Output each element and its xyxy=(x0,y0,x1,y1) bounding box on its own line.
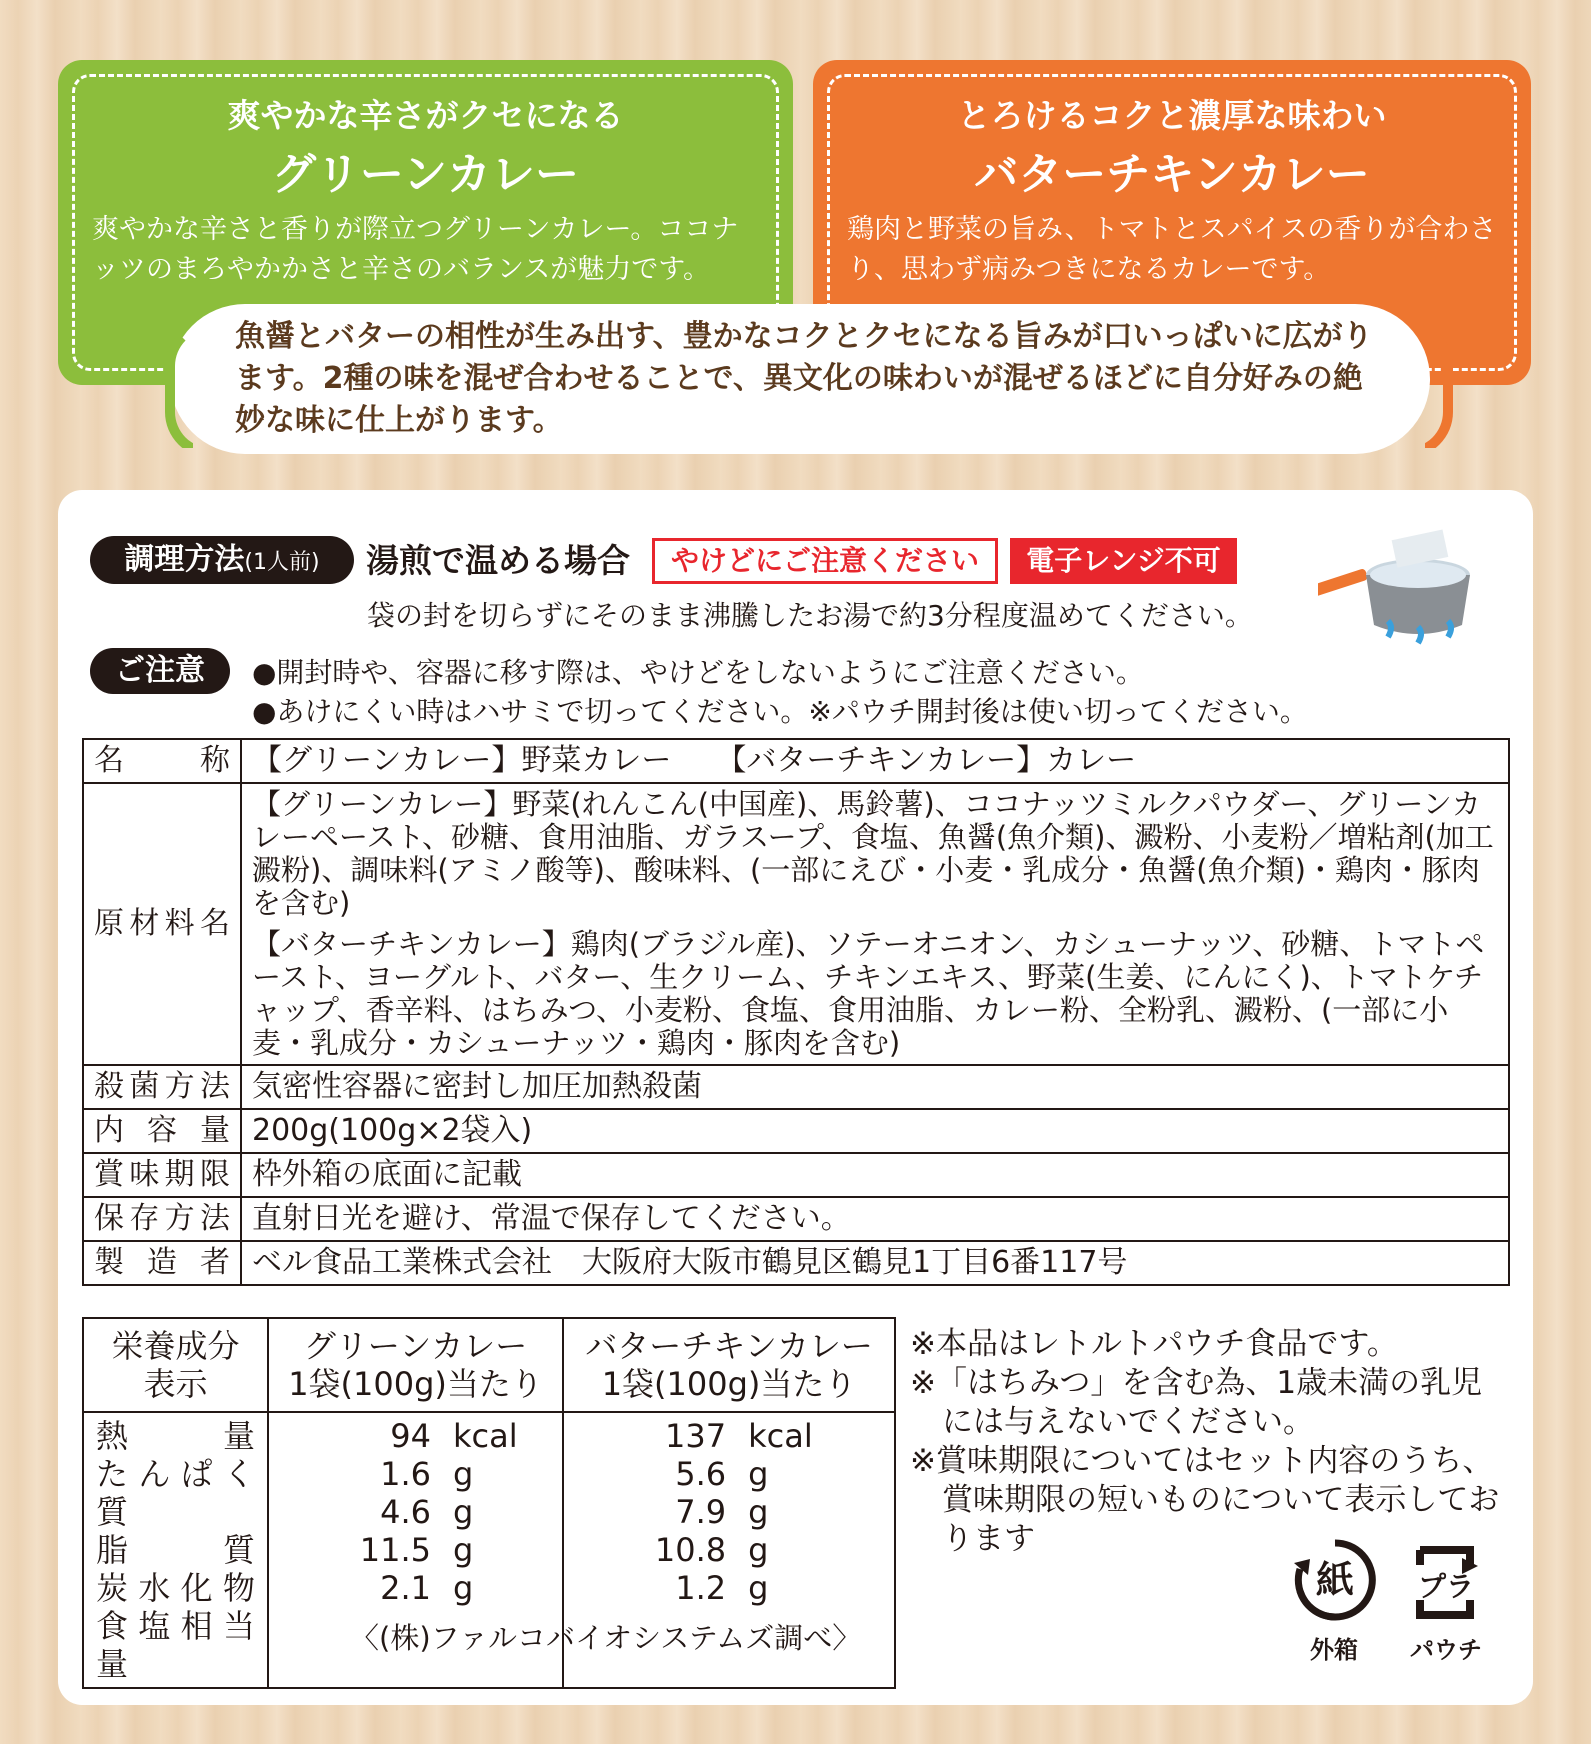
caution-line-1: ●開封時や、容器に移す際は、やけどをしないようにご注意ください。 xyxy=(252,656,1144,689)
butter-chicken-description: 鶏肉と野菜の旨み、トマトとスパイスの香りが合わさり、思わず病みつきになるカレーです。 xyxy=(847,214,1497,285)
butter-carbohydrate-value: 10.8 xyxy=(654,1531,727,1569)
note-item: ※本品はレトルトパウチ食品です。 xyxy=(910,1326,1398,1362)
plastic-recycle-label: パウチ xyxy=(1410,1636,1482,1664)
unit: g xyxy=(748,1455,769,1493)
nutrition-header-label xyxy=(83,1318,268,1412)
paper-mark-text: 紙 xyxy=(1315,1558,1355,1602)
unit: g xyxy=(748,1569,769,1607)
unit: g xyxy=(748,1531,769,1569)
green-energy-value: 94 xyxy=(390,1417,431,1455)
nutrition-header-label-2: 表示 xyxy=(143,1365,208,1403)
green-protein-value: 1.6 xyxy=(380,1455,431,1493)
unit: kcal xyxy=(453,1417,518,1455)
cooking-method-heading: 湯煎で温める場合 xyxy=(366,541,630,580)
content-label: 内容量 xyxy=(83,1109,241,1153)
notes-list xyxy=(910,1325,1510,1559)
caution-line-2: ●あけにくい時はハサミで切ってください。※パウチ開封後は使い切ってください。 xyxy=(252,695,1308,728)
boiling-pot-icon xyxy=(1318,525,1488,650)
maker-value: ベル食品工業株式会社 大阪府大阪市鶴見区鶴見1丁目6番117号 xyxy=(241,1241,1509,1285)
storage-label: 保存方法 xyxy=(83,1197,241,1241)
butter-fat-value: 7.9 xyxy=(675,1493,727,1531)
nutrition-labels xyxy=(83,1412,268,1688)
nutrient-label-fat: 脂質 xyxy=(96,1531,255,1569)
cooking-instruction: 袋の封を切らずにそのまま沸騰したお湯で約3分程度温めてください。 xyxy=(367,599,1253,632)
paper-recycle-icon xyxy=(1290,1535,1380,1625)
unit: g xyxy=(453,1531,474,1569)
paper-recycle-label: 外箱 xyxy=(1310,1636,1358,1664)
butter-energy-value: 137 xyxy=(665,1417,727,1455)
nutrition-header-butter-2: 1袋(100g)当たり xyxy=(601,1365,857,1403)
butter-chicken-title: バターチキンカレー xyxy=(974,149,1370,200)
ingredients-green-curry: 【グリーンカレー】野菜(れんこん(中国産)、馬鈴薯)、ココナッツミルクパウダー、グリーンカレーペースト、砂糖、食用油脂、ガラスープ、食塩、魚醤(魚介類)、澱粉、小麦粉／増粘剤(加工澱粉)、調味料(アミノ酸等)、酸味料、(一部にえび・小麦・乳成分・魚醤(魚介類)・鶏肉・豚肉を含む) xyxy=(252,787,1494,920)
table-row xyxy=(83,1109,1509,1153)
butter-salt-value: 1.2 xyxy=(675,1569,727,1607)
nutrition-header-butter-1: バターチキンカレー xyxy=(585,1327,873,1365)
nutrition-header-green-2: 1袋(100g)当たり xyxy=(288,1365,543,1403)
unit: g xyxy=(453,1569,474,1607)
nutrient-label-energy: 熱量 xyxy=(96,1417,255,1455)
cooking-method-label-text: 調理方法 xyxy=(124,542,245,577)
left-bracket-decoration xyxy=(165,320,211,458)
maker-label: 製造者 xyxy=(83,1241,241,1285)
combined-description-text: 魚醤とバターの相性が生み出す、豊かなコクとクセになる旨みが口いっぱいに広がります。2種の味を混ぜ合わせることで、異文化の味わいが混ぜるほどに自分好みの絶妙な味に仕上がります。 xyxy=(235,319,1373,438)
nutrient-label-protein: たんぱく質 xyxy=(96,1455,255,1531)
storage-value: 直射日光を避け、常温で保存してください。 xyxy=(241,1197,1509,1241)
nutrition-header-row xyxy=(83,1318,895,1412)
butter-protein-value: 5.6 xyxy=(675,1455,727,1493)
nutrient-label-carbohydrate: 炭水化物 xyxy=(96,1569,255,1607)
table-row xyxy=(83,1153,1509,1197)
unit: g xyxy=(748,1493,769,1531)
burn-warning-badge: やけどにご注意ください xyxy=(652,538,998,584)
green-salt-value: 2.1 xyxy=(380,1569,431,1607)
caution-label: ご注意 xyxy=(90,648,230,694)
plastic-recycle-icon xyxy=(1400,1540,1490,1625)
table-row xyxy=(83,783,1509,1065)
green-curry-subtitle: 爽やかな辛さがクセになる xyxy=(227,96,624,135)
nutrition-survey-source: 〈(株)ファルコバイオシステムズ調べ〉 xyxy=(350,1621,862,1655)
ingredients-label: 原材料名 xyxy=(83,783,241,1065)
ingredients-value xyxy=(241,783,1509,1065)
green-curry-title: グリーンカレー xyxy=(271,149,580,200)
nutrition-header-green xyxy=(268,1318,563,1412)
note-item: ※賞味期限についてはセット内容のうち、賞味期限の短いものについて表示しております xyxy=(910,1443,1500,1557)
table-row xyxy=(83,1197,1509,1241)
nutrition-header-label-1: 栄養成分 xyxy=(111,1327,240,1365)
cooking-method-portion: (1人前) xyxy=(244,550,320,575)
ingredients-butter-chicken: 【バターチキンカレー】鶏肉(ブラジル産)、ソテーオニオン、カシューナッツ、砂糖、トマトペースト、ヨーグルト、バター、生クリーム、チキンエキス、野菜(生姜、にんにく)、トマトケチャップ、香辛料、はちみつ、小麦粉、食塩、食用油脂、カレー粉、全粉乳、澱粉、(一部に小麦・乳成分・カシューナッツ・鶏肉・豚肉を含む) xyxy=(252,927,1485,1060)
unit: kcal xyxy=(748,1417,813,1455)
nutrient-label-salt: 食塩相当量 xyxy=(96,1607,255,1683)
name-label: 名 称 xyxy=(83,739,241,783)
table-row xyxy=(83,1241,1509,1285)
no-microwave-badge: 電子レンジ不可 xyxy=(1010,538,1237,584)
table-row xyxy=(83,1065,1509,1109)
green-curry-description: 爽やかな辛さと香りが際立つグリーンカレー。ココナッツのまろやかかさと辛さのバランスが魅力です。 xyxy=(92,214,739,285)
content-value: 200g(100g×2袋入) xyxy=(241,1109,1509,1153)
note-item: ※「はちみつ」を含む為、1歳未満の乳児には与えないでください。 xyxy=(910,1365,1483,1440)
butter-chicken-subtitle: とろけるコクと濃厚な味わい xyxy=(957,96,1387,135)
expiry-label: 賞味期限 xyxy=(83,1153,241,1197)
expiry-value: 枠外箱の底面に記載 xyxy=(241,1153,1509,1197)
product-info-table xyxy=(82,738,1510,1286)
table-row xyxy=(83,739,1509,783)
name-value: 【グリーンカレー】野菜カレー 【バターチキンカレー】カレー xyxy=(241,739,1509,783)
nutrition-header-green-1: グリーンカレー xyxy=(303,1327,528,1365)
plastic-mark-text: プラ xyxy=(1417,1570,1475,1603)
sterilization-label: 殺菌方法 xyxy=(83,1065,241,1109)
sterilization-value: 気密性容器に密封し加圧加熱殺菌 xyxy=(241,1065,1509,1109)
green-fat-value: 4.6 xyxy=(380,1493,431,1531)
green-carbohydrate-value: 11.5 xyxy=(359,1531,431,1569)
unit: g xyxy=(453,1455,474,1493)
nutrition-header-butter xyxy=(563,1318,895,1412)
unit: g xyxy=(453,1493,474,1531)
cooking-method-label xyxy=(90,536,354,584)
